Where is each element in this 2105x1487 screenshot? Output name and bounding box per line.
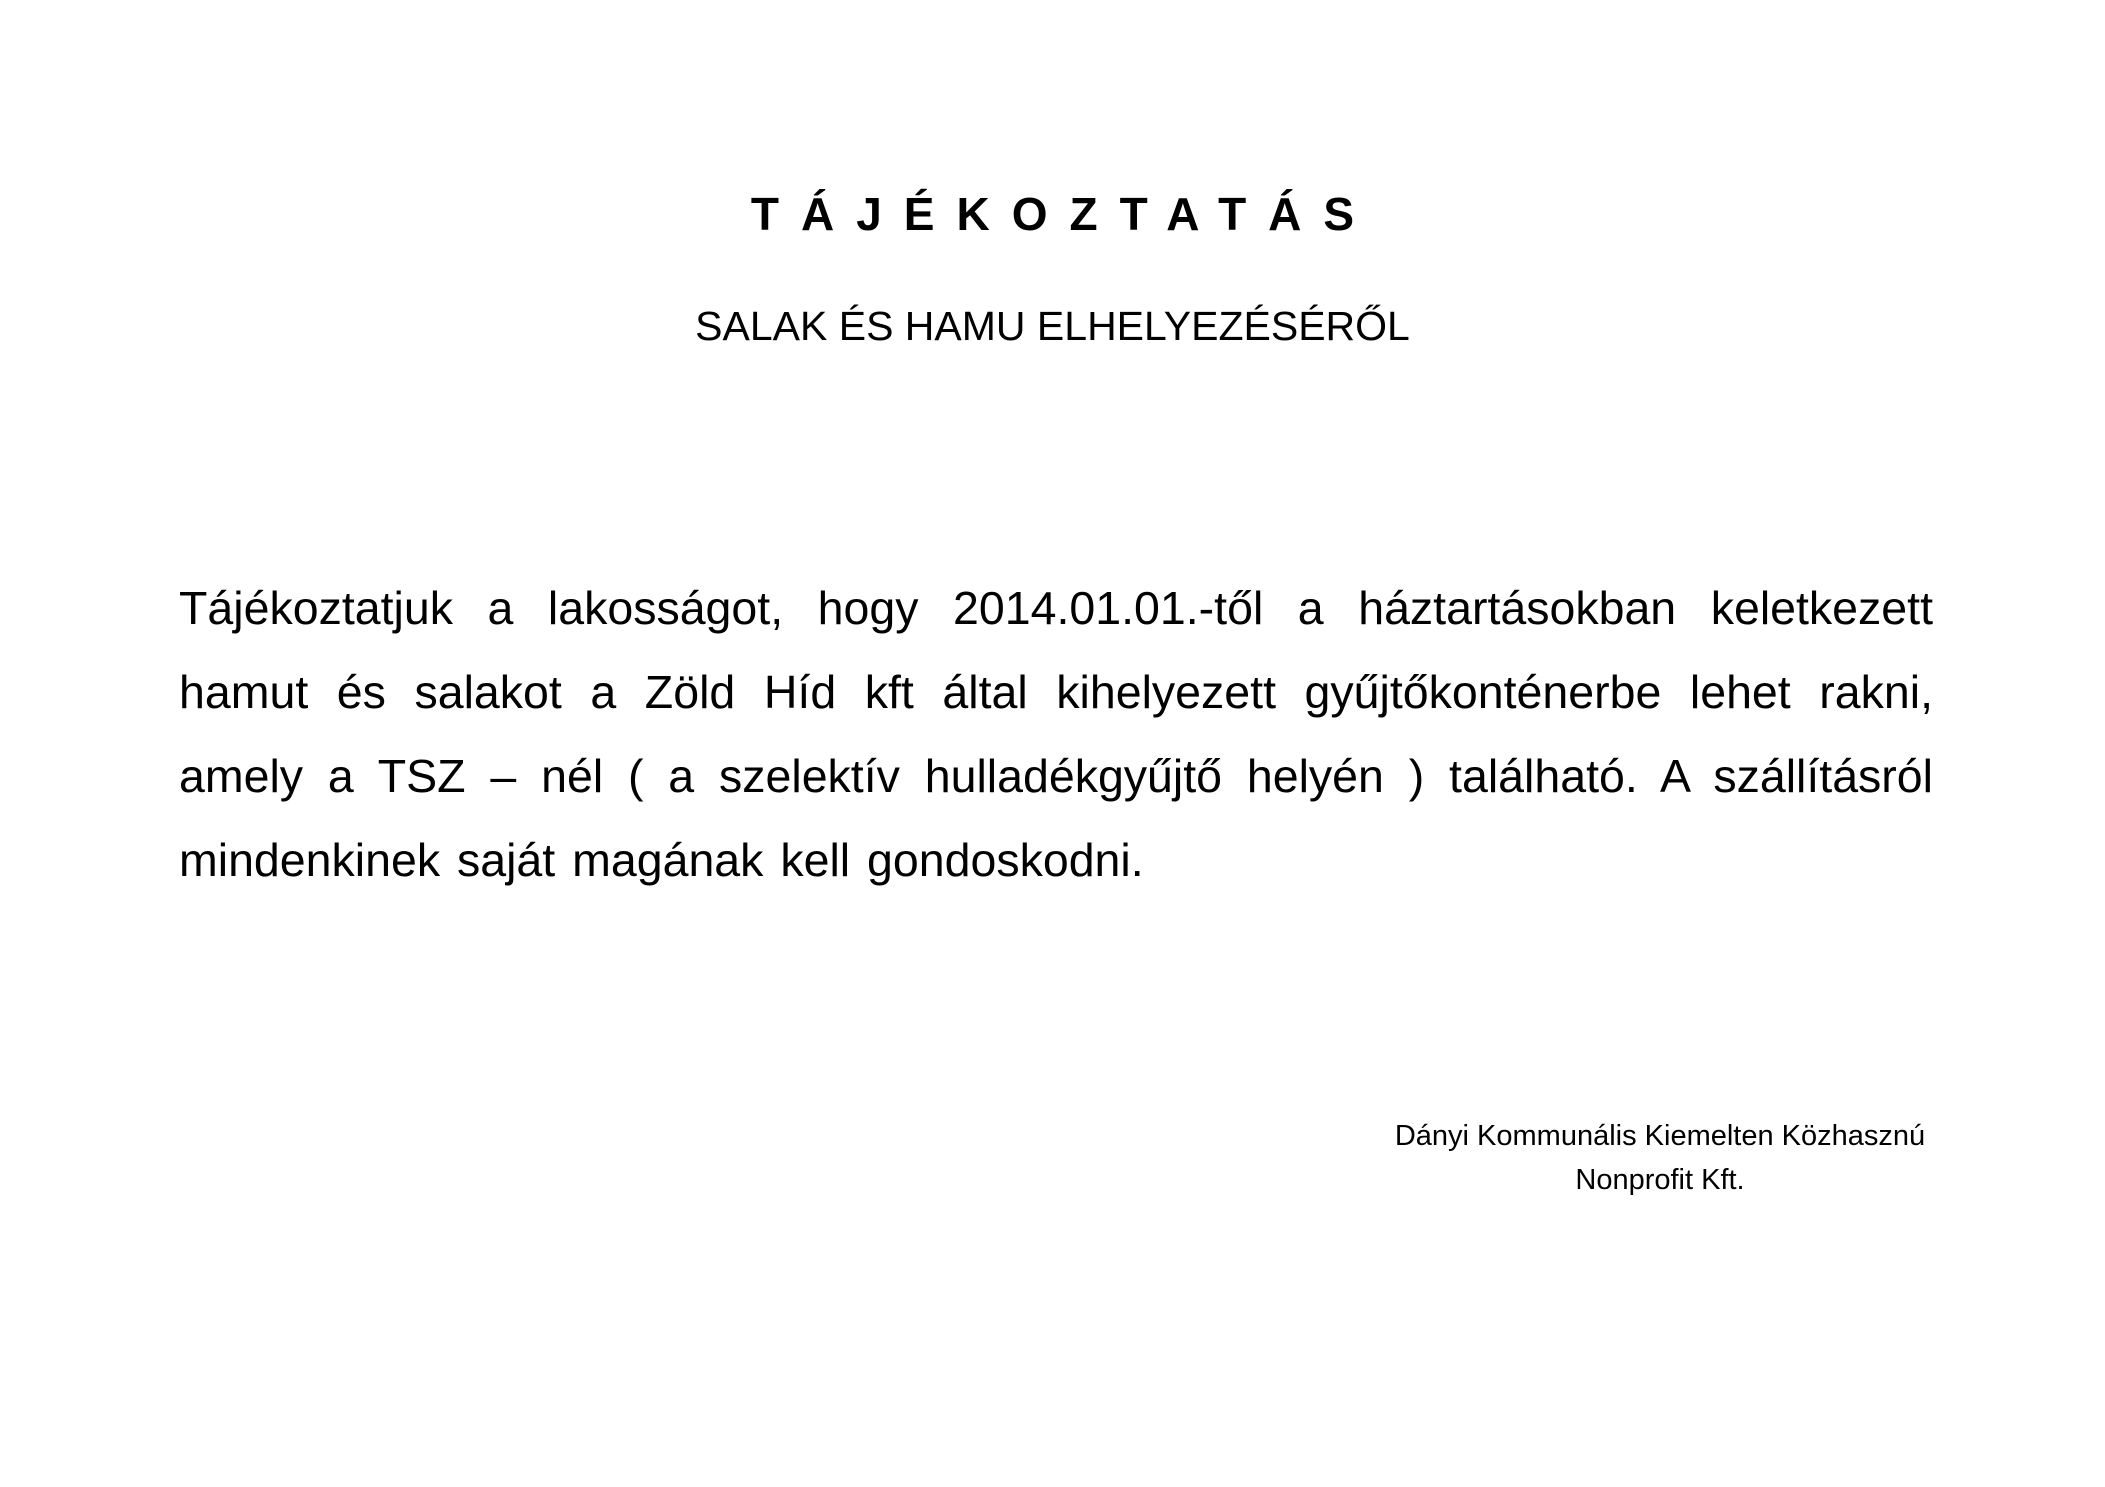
- signature-organization: Dányi Kommunális Kiemelten Közhasznú: [1394, 1120, 1926, 1152]
- document-title: TÁJÉKOZTATÁS: [750, 188, 1377, 240]
- document-subtitle: SALAK ÉS HAMU ELHELYEZÉSÉRŐL: [695, 303, 1410, 349]
- notice-paragraph: Tájékoztatjuk a lakosságot, hogy 2014.01.01.-től a háztartásokban keletkezett hamut és salakot a Zöld Híd kft által kihelyezett gyűjtőkonténerbe lehet rakni, amely a TSZ – nél ( a szelektív hulladékgyűjtő helyén ) található. A szállításról mindenkinek saját magának kell gondoskodni.: [179, 582, 1933, 886]
- signature-company-type: Nonprofit Kft.: [1575, 1164, 1745, 1196]
- signature-block: [1210, 1114, 2105, 1202]
